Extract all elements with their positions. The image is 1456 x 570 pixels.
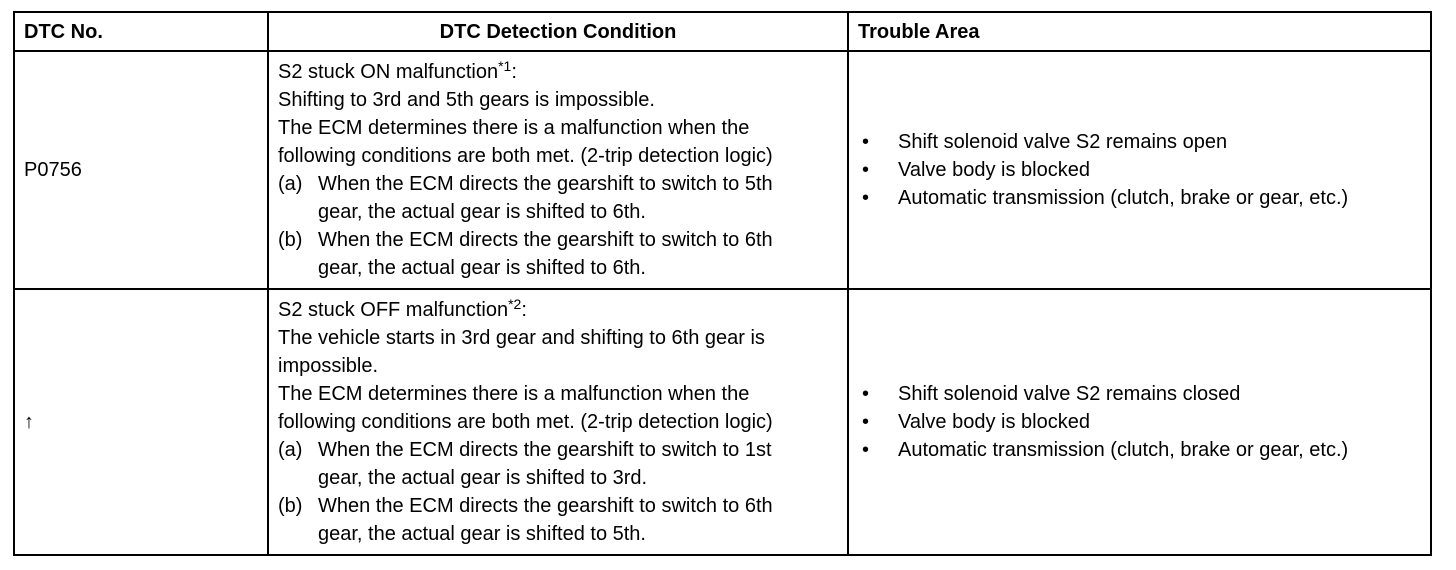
table-row	[14, 51, 1431, 289]
trouble-area-list	[858, 128, 1421, 212]
header-row	[14, 12, 1431, 51]
condition-item-text: When the ECM directs the gearshift to switch to 5th	[318, 173, 773, 195]
bullet-icon: •	[862, 187, 870, 209]
list-item: • Shift solenoid valve S2 remains closed	[862, 380, 1421, 408]
condition-item	[278, 492, 838, 548]
list-item: • Automatic transmission (clutch, brake or gear, etc.)	[862, 436, 1421, 464]
list-item: • Shift solenoid valve S2 remains open	[862, 128, 1421, 156]
condition-item	[278, 226, 838, 282]
condition-item-text: When the ECM directs the gearshift to switch to 1st	[318, 439, 772, 461]
condition-title: S2 stuck OFF malfunction$^{*2}$:	[278, 296, 527, 321]
list-item: • Automatic transmission (clutch, brake or gear, etc.)	[862, 184, 1421, 212]
dtc-table	[13, 11, 1432, 556]
condition-item-label: (b)	[278, 495, 303, 517]
condition-item-text: When the ECM directs the gearshift to switch to 6th	[318, 229, 773, 251]
condition-item-text: gear, the actual gear is shifted to 6th.	[318, 257, 646, 279]
condition-item-label: (b)	[278, 229, 303, 251]
detection-condition	[268, 51, 848, 289]
condition-line: following conditions are both met. (2-trip detection logic)	[278, 411, 773, 433]
bullet-icon: •	[862, 159, 870, 181]
condition-item-text: When the ECM directs the gearshift to switch to 6th	[318, 495, 773, 517]
bullet-icon: •	[862, 411, 870, 433]
trouble-area	[848, 289, 1431, 555]
condition-line: following conditions are both met. (2-trip detection logic)	[278, 145, 773, 167]
condition-item-text: gear, the actual gear is shifted to 6th.	[318, 201, 646, 223]
condition-item	[278, 170, 838, 226]
table-row	[14, 289, 1431, 555]
condition-line: The ECM determines there is a malfunction when the	[278, 117, 750, 139]
header-detection-condition: DTC Detection Condition	[268, 12, 848, 51]
bullet-icon: •	[862, 383, 870, 405]
condition-line: The vehicle starts in 3rd gear and shifting to 6th gear is	[278, 327, 765, 349]
detection-condition	[268, 289, 848, 555]
condition-title: S2 stuck ON malfunction$^{*1}$:	[278, 58, 517, 83]
condition-line: Shifting to 3rd and 5th gears is impossible.	[278, 89, 655, 111]
condition-item-text: gear, the actual gear is shifted to 3rd.	[318, 467, 648, 489]
condition-item-label: (a)	[278, 173, 303, 195]
condition-line: impossible.	[278, 355, 379, 377]
condition-item	[278, 436, 838, 492]
trouble-area	[848, 51, 1431, 289]
dtc-number: ↑	[14, 289, 268, 555]
header-trouble-area: Trouble Area	[848, 12, 1431, 51]
header-dtc-no: DTC No.	[14, 12, 268, 51]
trouble-area-list	[858, 380, 1421, 464]
condition-item-text: gear, the actual gear is shifted to 5th.	[318, 523, 646, 545]
bullet-icon: •	[862, 439, 870, 461]
list-item: • Valve body is blocked	[862, 156, 1421, 184]
dtc-number: P0756	[14, 51, 268, 289]
list-item: • Valve body is blocked	[862, 408, 1421, 436]
condition-line: The ECM determines there is a malfunction when the	[278, 383, 750, 405]
condition-item-label: (a)	[278, 439, 303, 461]
bullet-icon: •	[862, 131, 870, 153]
